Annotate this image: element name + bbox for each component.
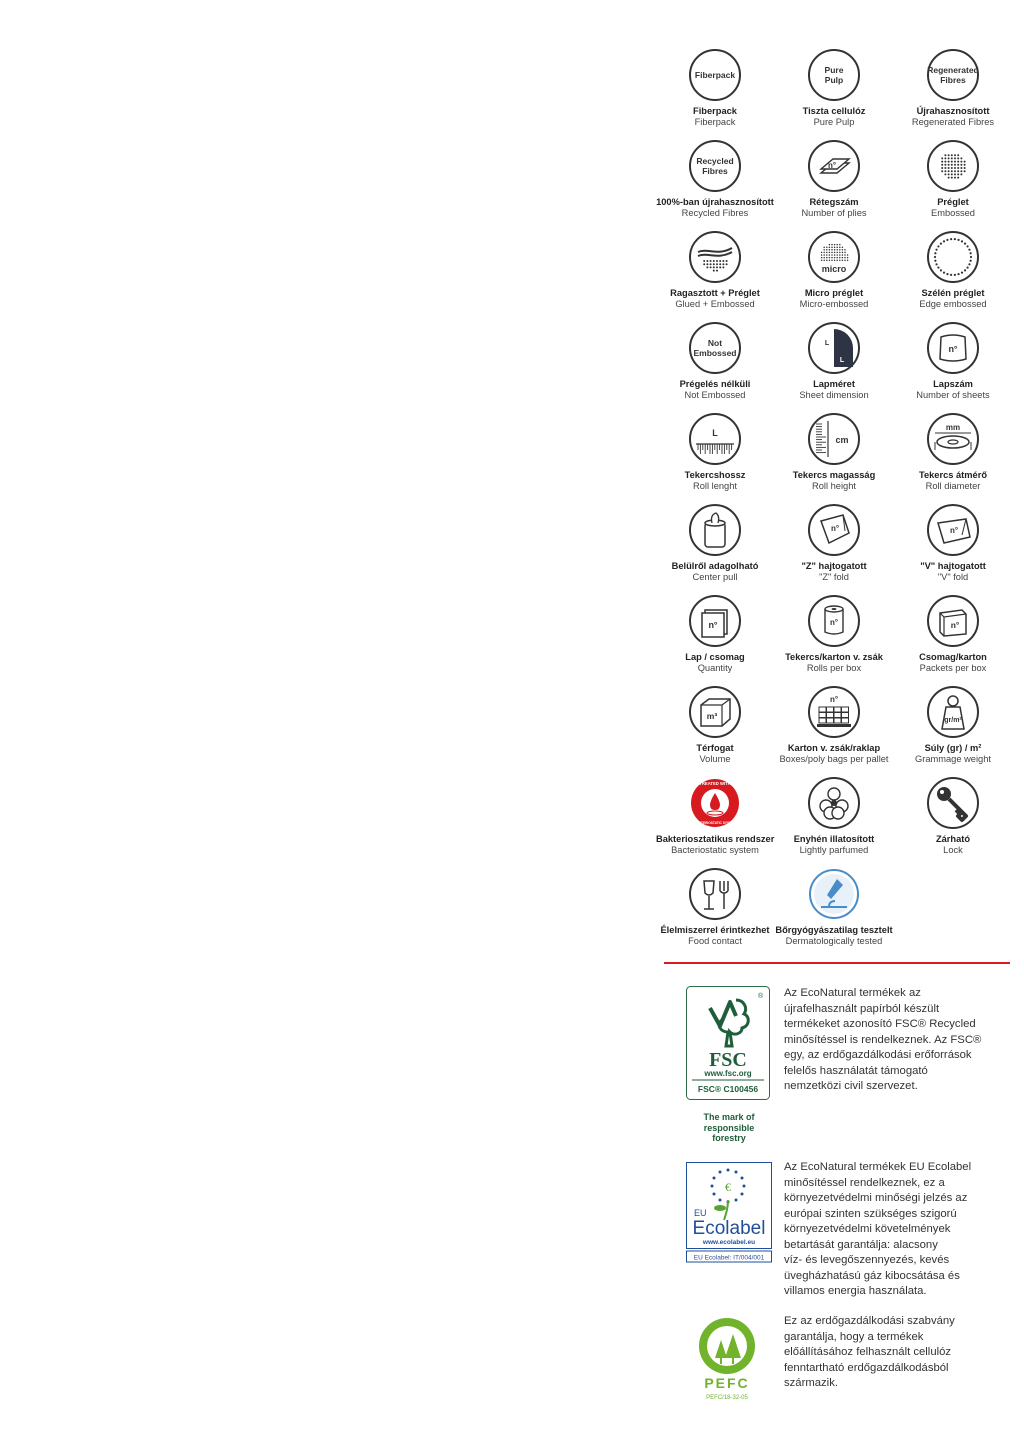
svg-text:PEFC/18-32-05: PEFC/18-32-05 <box>706 1395 748 1401</box>
center-pull-icon <box>656 503 774 557</box>
glued-embossed-icon <box>656 230 774 284</box>
label-hu: Lapméret <box>813 379 855 389</box>
pictogram-not-embossed <box>656 321 774 401</box>
svg-text:EU Ecolabel: IT/004/001: EU Ecolabel: IT/004/001 <box>693 1254 765 1262</box>
description-line: nemzetközi civil szervezet. <box>784 1080 918 1092</box>
svg-text:L: L <box>712 428 718 438</box>
description-line: Az EcoNatural termékek EU Ecolabel <box>784 1161 972 1173</box>
label-hu: Tiszta cellulóz <box>802 106 866 116</box>
ecolabel-logo <box>686 1162 772 1264</box>
label-hu: Belülről adagolható <box>671 561 759 571</box>
label-en: Roll diameter <box>925 481 981 491</box>
label-en: Regenerated Fibres <box>911 117 995 127</box>
label-hu: Szélén préglet <box>921 288 985 298</box>
pictogram-bacteriostatic <box>656 776 774 856</box>
svg-text:n°: n° <box>949 526 959 535</box>
pictogram-regenerated-fibres <box>894 48 1012 128</box>
label-en: Lightly parfumed <box>799 845 869 855</box>
pictogram-grid <box>656 48 1016 948</box>
label-hu: Térfogat <box>696 743 734 753</box>
label-hu: Tekercs magasság <box>792 470 876 480</box>
description-line: minősítéssel rendelkeznek, ez a <box>784 1176 945 1189</box>
lock-icon <box>894 776 1012 830</box>
label-en: Sheet dimension <box>799 390 869 400</box>
lightly-parfumed-icon <box>775 776 893 830</box>
pictogram-lock <box>894 776 1012 856</box>
label-hu: Karton v. zsák/raklap <box>787 743 881 753</box>
description-line: származik. <box>784 1377 838 1389</box>
svg-text:Pure: Pure <box>824 65 844 75</box>
roll-length-icon <box>656 412 774 466</box>
svg-text:TREATED WITH: TREATED WITH <box>699 781 731 786</box>
pictogram-micro-embossed <box>775 230 893 310</box>
label-hu: Csomag/karton <box>919 652 987 662</box>
label-en: Center pull <box>692 572 738 582</box>
pictogram-rolls-per-box <box>775 594 893 674</box>
label-en: Number of plies <box>801 208 867 218</box>
description-line: termékeket azonosító FSC® Recycled <box>784 1018 976 1030</box>
label-hu: Élelmiszerrel érintkezhet <box>660 925 770 935</box>
svg-text:L: L <box>839 357 845 364</box>
label-hu: Lap / csomag <box>685 652 745 662</box>
description-line: üvegházhatású gáz kibocsátása és <box>784 1269 960 1282</box>
svg-text:FSC® C100456: FSC® C100456 <box>697 1084 759 1094</box>
svg-text:micro: micro <box>821 264 847 274</box>
pictogram-lightly-parfumed <box>775 776 893 856</box>
svg-text:Embossed: Embossed <box>693 348 737 358</box>
v-fold-icon <box>894 503 1012 557</box>
pictogram-roll-length <box>656 412 774 492</box>
svg-text:mm: mm <box>945 423 961 432</box>
pictogram-v-fold <box>894 503 1012 583</box>
svg-text:€: € <box>725 1180 731 1194</box>
label-hu: Ragasztott + Préglet <box>670 288 760 298</box>
label-en: Volume <box>699 754 731 764</box>
quantity-icon <box>656 594 774 648</box>
fsc-tagline: The mark of responsible forestry <box>703 1112 755 1143</box>
svg-text:n°: n° <box>829 618 839 627</box>
pictogram-grammage <box>894 685 1012 765</box>
pefc-description <box>784 1314 984 1392</box>
svg-text:FSC: FSC <box>709 1049 747 1071</box>
label-hu: Újrahasznosított <box>916 106 990 116</box>
pictogram-recycled-fibres <box>656 139 774 219</box>
label-hu: Tekercshossz <box>684 470 746 480</box>
svg-text:n°: n° <box>829 695 839 704</box>
label-en: Glued + Embossed <box>675 299 755 309</box>
label-hu: Rétegszám <box>809 197 859 207</box>
label-en: Micro-embossed <box>799 299 869 309</box>
description-line: minősítéssel is rendelkeznek. Az FSC® <box>784 1033 982 1046</box>
food-contact-icon <box>656 867 774 921</box>
description-line: Ez az erdőgazdálkodási szabvány <box>784 1315 955 1327</box>
pictogram-volume <box>656 685 774 765</box>
label-en: Quantity <box>697 663 733 673</box>
label-en: Number of sheets <box>916 390 990 400</box>
svg-text:Ecolabel: Ecolabel <box>692 1218 766 1239</box>
ecolabel-description <box>784 1160 984 1300</box>
label-en: "Z" fold <box>819 572 849 582</box>
volume-icon <box>656 685 774 739</box>
description-line: fenntartható erdőgazdálkodásból <box>784 1361 949 1374</box>
description-line: előállításához felhasznált cellulóz <box>784 1346 952 1358</box>
label-hu: "V" hajtogatott <box>920 561 986 571</box>
description-line: újrafelhasznált papírból készült <box>784 1002 940 1015</box>
embossed-icon <box>894 139 1012 193</box>
label-en: Roll height <box>812 481 856 491</box>
sheet-dimension-icon <box>775 321 893 375</box>
pictogram-z-fold <box>775 503 893 583</box>
label-hu: Micro préglet <box>804 288 864 298</box>
svg-text:m³: m³ <box>706 711 718 721</box>
svg-text:Regenerated: Regenerated <box>927 65 979 75</box>
label-en: Lock <box>943 845 963 855</box>
pictogram-food-contact <box>656 867 774 947</box>
pictogram-roll-diameter <box>894 412 1012 492</box>
edge-embossed-icon <box>894 230 1012 284</box>
svg-text:n°: n° <box>827 161 837 170</box>
fsc-logo <box>686 986 770 1100</box>
micro-embossed-icon <box>775 230 893 284</box>
pure-pulp-icon <box>775 48 893 102</box>
label-hu: "Z" hajtogatott <box>801 561 867 571</box>
description-line: Az EcoNatural termékek az <box>784 987 921 999</box>
roll-height-icon <box>775 412 893 466</box>
pictogram-sheets <box>894 321 1012 401</box>
pictogram-roll-height <box>775 412 893 492</box>
svg-text:Fiberpack: Fiberpack <box>694 70 736 80</box>
fiberpack-icon <box>656 48 774 102</box>
svg-text:L: L <box>824 340 830 347</box>
description-line: víz- és levegőszennyezés, kevés <box>784 1254 950 1266</box>
svg-text:n°: n° <box>830 524 840 533</box>
label-hu: Enyhén illatosított <box>793 834 875 844</box>
pictogram-boxes-per-pallet <box>775 685 893 765</box>
pefc-logo <box>692 1314 762 1402</box>
svg-text:cm: cm <box>835 435 849 445</box>
label-hu: Tekercs/karton v. zsák <box>785 652 883 662</box>
packets-per-box-icon <box>894 594 1012 648</box>
svg-text:PEFC: PEFC <box>704 1375 750 1391</box>
svg-text:BACTERIOSTATIC SYSTEM: BACTERIOSTATIC SYSTEM <box>694 821 736 825</box>
pictogram-center-pull <box>656 503 774 583</box>
label-hu: Prégelés nélküli <box>679 379 751 389</box>
label-hu: 100%-ban újrahasznosított <box>656 197 774 207</box>
pictogram-pure-pulp <box>775 48 893 128</box>
recycled-fibres-icon <box>656 139 774 193</box>
label-en: Pure Pulp <box>813 117 855 127</box>
pictogram-embossed <box>894 139 1012 219</box>
pictogram-fiberpack <box>656 48 774 128</box>
label-en: Boxes/poly bags per pallet <box>779 754 889 764</box>
label-en: Recycled Fibres <box>681 208 749 218</box>
label-en: Food contact <box>688 936 742 946</box>
section-divider <box>664 962 1010 964</box>
sheets-icon <box>894 321 1012 375</box>
label-hu: Préglet <box>937 197 969 207</box>
svg-text:Fibres: Fibres <box>940 75 966 85</box>
label-hu: Bőrgyógyászatilag tesztelt <box>775 925 893 935</box>
label-en: Grammage weight <box>915 754 991 764</box>
svg-text:n°: n° <box>708 620 718 630</box>
label-hu: Fiberpack <box>693 106 737 116</box>
svg-text:®: ® <box>758 993 764 1000</box>
label-hu: Zárható <box>935 834 971 844</box>
svg-text:Recycled: Recycled <box>696 156 734 166</box>
svg-text:www.fsc.org: www.fsc.org <box>704 1069 752 1078</box>
pictogram-dermatologically-tested <box>775 867 893 947</box>
boxes-per-pallet-icon <box>775 685 893 739</box>
description-line: villamos energia használata. <box>784 1285 927 1297</box>
svg-text:n°: n° <box>950 620 960 630</box>
svg-text:Fibres: Fibres <box>702 166 728 176</box>
description-line: környezetvédelmi minőségi jelzés az <box>784 1192 968 1204</box>
pictogram-edge-embossed <box>894 230 1012 310</box>
fsc-description <box>784 986 984 1095</box>
label-hu: Bakteriosztatikus rendszer <box>656 834 775 844</box>
description-line: betartását garantálja: alacsony <box>784 1238 938 1251</box>
rolls-per-box-icon <box>775 594 893 648</box>
description-line: garantálja, hogy a termékek <box>784 1330 924 1343</box>
z-fold-icon <box>775 503 893 557</box>
label-hu: Lapszám <box>933 379 973 389</box>
label-hu: Tekercs átmérő <box>918 470 988 480</box>
pictogram-packets-per-box <box>894 594 1012 674</box>
bacteriostatic-icon <box>656 776 774 830</box>
label-en: Rolls per box <box>806 663 862 673</box>
label-en: Bacteriostatic system <box>671 845 759 855</box>
label-en: Roll lenght <box>693 481 737 491</box>
label-en: Not Embossed <box>684 390 746 400</box>
dermatologically-tested-icon <box>775 867 893 921</box>
pictogram-plies <box>775 139 893 219</box>
svg-text:Pulp: Pulp <box>824 75 844 85</box>
pictogram-glued-embossed <box>656 230 774 310</box>
description-line: európai szinten szükséges szigorú <box>784 1207 957 1220</box>
pictogram-quantity <box>656 594 774 674</box>
not-embossed-icon <box>656 321 774 375</box>
plies-icon <box>775 139 893 193</box>
label-en: Fiberpack <box>694 117 736 127</box>
pictogram-sheet-dimension <box>775 321 893 401</box>
svg-text:gr/m²: gr/m² <box>944 717 962 724</box>
svg-text:Not: Not <box>707 338 723 348</box>
label-en: Packets per box <box>919 663 987 673</box>
label-en: Dermatologically tested <box>785 936 883 946</box>
description-line: egy, az erdőgazdálkodási erőforrások <box>784 1049 972 1061</box>
label-en: Embossed <box>931 208 975 218</box>
svg-text:EU: EU <box>694 1208 707 1218</box>
label-en: Edge embossed <box>919 299 987 309</box>
grammage-icon <box>894 685 1012 739</box>
description-line: környezetvédelmi követelmények <box>784 1223 951 1235</box>
label-en: "V" fold <box>937 572 969 582</box>
svg-text:www.ecolabel.eu: www.ecolabel.eu <box>702 1239 756 1246</box>
label-hu: Súly (gr) / m² <box>924 743 982 753</box>
description-line: felelős használatát támogató <box>784 1064 928 1077</box>
regenerated-fibres-icon <box>894 48 1012 102</box>
svg-text:n°: n° <box>948 344 958 354</box>
roll-diameter-icon <box>894 412 1012 466</box>
